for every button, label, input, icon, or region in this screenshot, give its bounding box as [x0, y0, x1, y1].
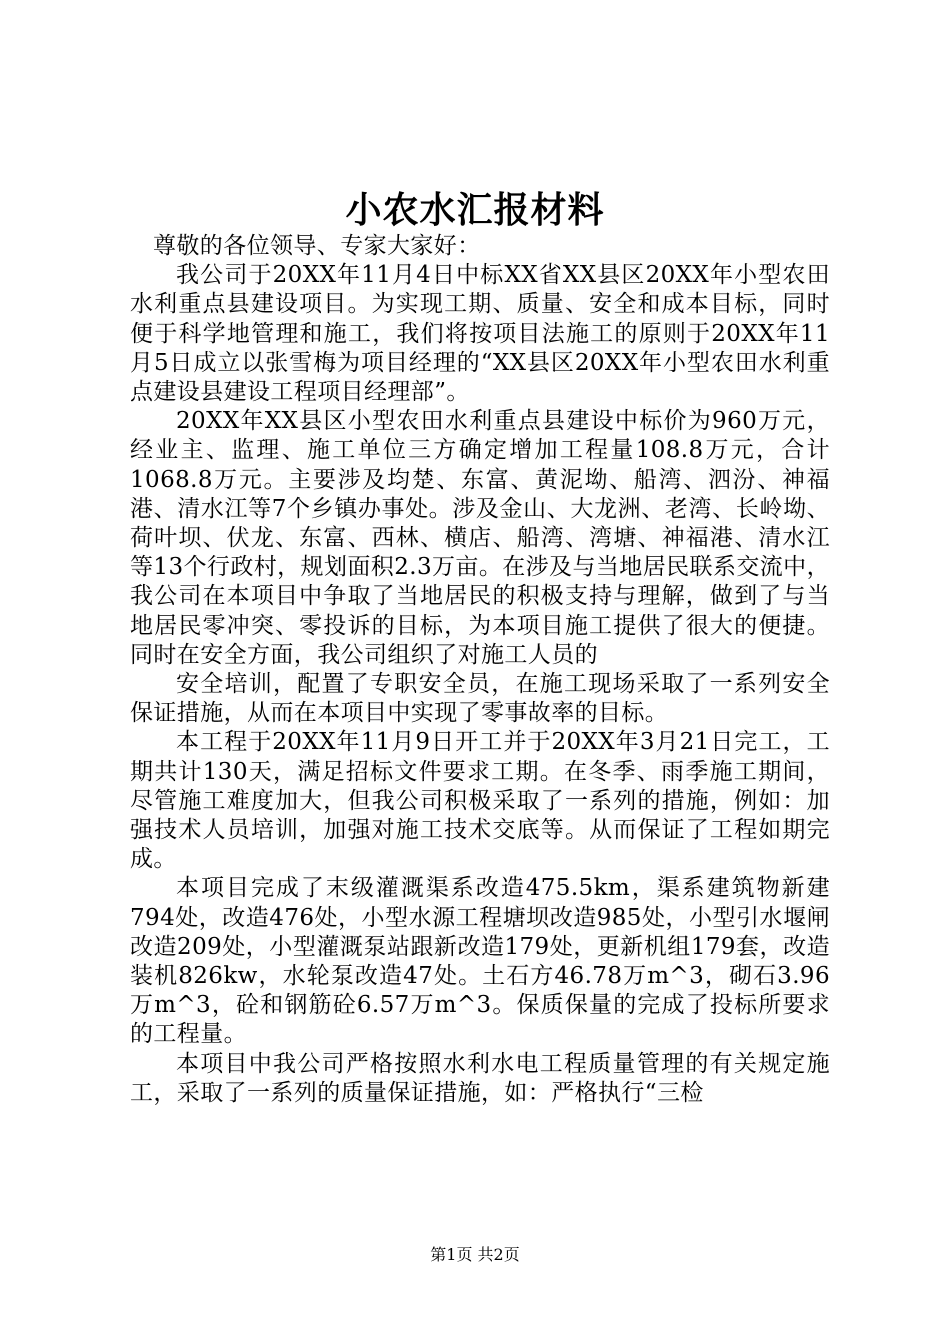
page-footer: 第1页 共2页 — [430, 1245, 520, 1264]
document-body — [130, 232, 830, 1108]
paragraph-4: 本工程于20XX年11月9日开工并于20XX年3月21日完工，工期共计130天，满足招标文件要求工期。在冬季、雨季施工期间，尽管施工难度加大，但我公司积极采取了一系列的措施，例如：加强技术人员培训，加强对施工技术交底等。从而保证了工程如期完成。 — [130, 729, 830, 873]
greeting-line: 尊敬的各位领导、专家大家好： — [153, 233, 481, 259]
paragraph-5: 本项目完成了末级灌溉渠系改造475.5km，渠系建筑物新建794处，改造476处，小型水源工程塘坝改造985处，小型引水堰闸改造209处，小型灌溉泵站跟新改造179处，更新机组179套，改造装机826kw，水轮泵改造47处。土石方46.78万m^3，砌石3.96万m^3，砼和钢筋砼6.57万m^3。保质保量的完成了投标所要求的工程量。 — [130, 875, 830, 1048]
paragraph-6: 本项目中我公司严格按照水利水电工程质量管理的有关规定施工，采取了一系列的质量保证措施，如：严格执行“三检 — [130, 1050, 830, 1106]
paragraph-2: 20XX年XX县区小型农田水利重点县建设中标价为960万元，经业主、监理、施工单位三方确定增加工程量108.8万元，合计1068.8万元。主要涉及均楚、东富、黄泥坳、船湾、泗汾、神福港、清水江等7个乡镇办事处。涉及金山、大龙洲、老湾、长岭坳、荷叶坝、伏龙、东富、西林、横店、船湾、湾塘、神福港、清水江等13个行政村，规划面积2.3万亩。在涉及与当地居民联系交流中，我公司在本项目中争取了当地居民的积极支持与理解，做到了与当地居民零冲突、零投诉的目标，为本项目施工提供了很大的便捷。同时在安全方面，我公司组织了对施工人员的 — [130, 408, 830, 668]
paragraph-3: 安全培训，配置了专职安全员，在施工现场采取了一系列安全保证措施，从而在本项目中实现了零事故率的目标。 — [130, 671, 830, 727]
paragraph-1: 我公司于20XX年11月4日中标XX省XX县区20XX年小型农田水利重点县建设项目。为实现工期、质量、安全和成本目标，同时便于科学地管理和施工，我们将按项目法施工的原则于20XX年11月5日成立以张雪梅为项目经理的“XX县区20XX年小型农田水利重点建设县建设工程项目经理部”。 — [130, 262, 830, 406]
document-title: 小农水汇报材料 — [345, 189, 605, 231]
